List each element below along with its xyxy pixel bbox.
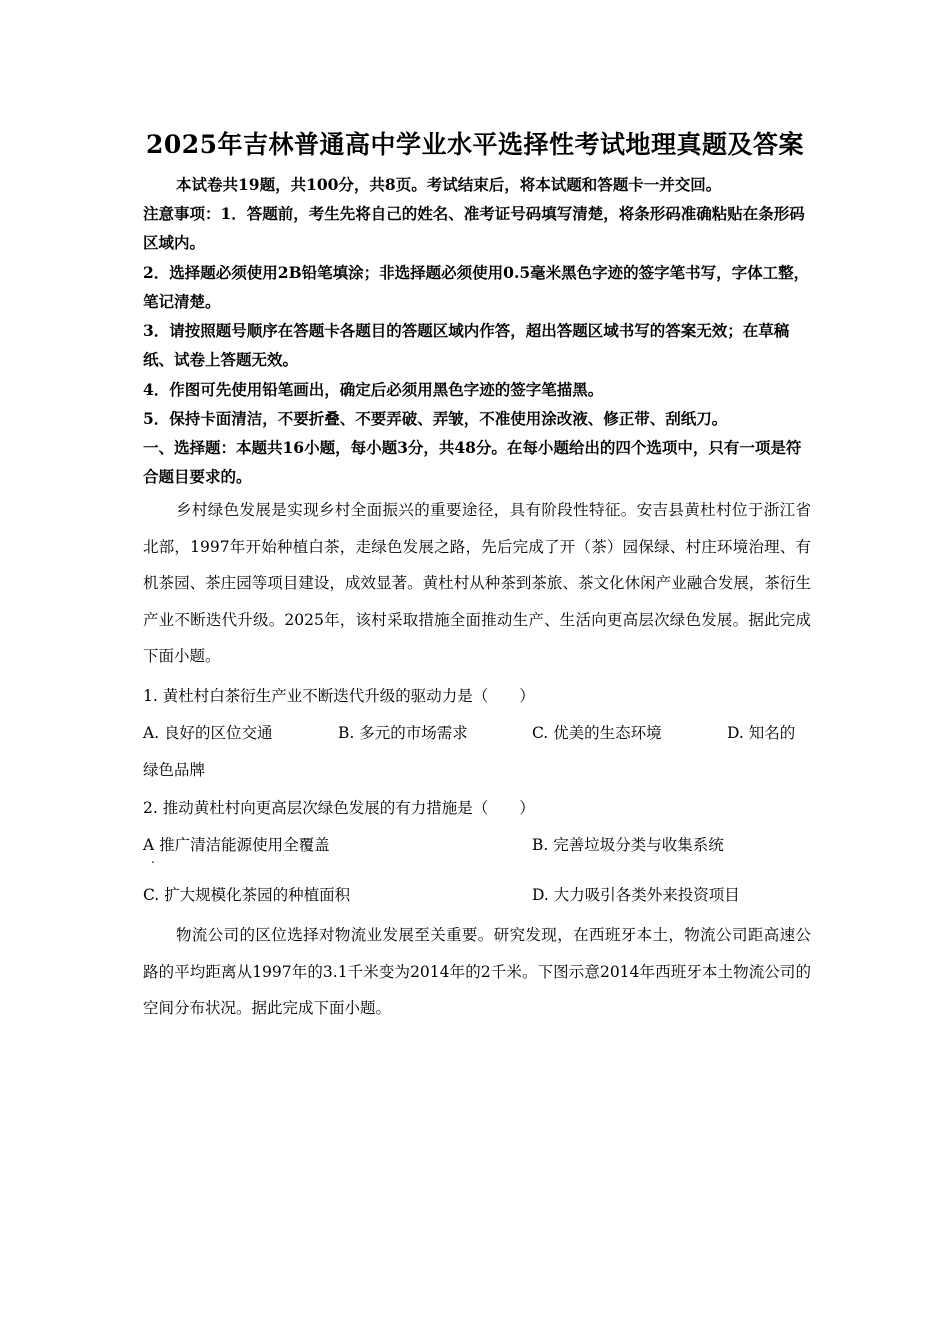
passage-1: 乡村绿色发展是实现乡村全面振兴的重要途径，具有阶段性特征。安吉县黄杜村位于浙江省北部，1997年开始种植白茶，走绿色发展之路，先后完成了开（茶）园保绿、村庄环境治理、有机茶园、茶庄园等项目建设，成效显著。黄杜村从种茶到茶旅、茶文化休闲产业融合发展，茶衍生产业不断迭代升级。2025年，该村采取措施全面推动生产、生活向更高层次绿色发展。据此完成下面小题。 (143, 501, 811, 665)
q1-option-b: B. 多元的市场需求 (338, 724, 468, 742)
note-3: 3．请按照题号顺序在答题卡各题目的答题区域内作答，超出答题区域书写的答案无效；在草稿纸、试卷上答题无效。 (143, 321, 790, 369)
intro-text: 本试卷共19题，共100分，共8页。考试结束后，将本试题和答题卡一并交回。 (176, 175, 722, 194)
note-5: 5．保持卡面清洁，不要折叠、不要弄破、弄皱，不准使用涂改液、修正带、刮纸刀。 (143, 409, 728, 428)
passage-2: 物流公司的区位选择对物流业发展至关重要。研究发现，在西班牙本土，物流公司距高速公路的平均距离从1997年的3.1千米变为2014年的2千米。下图示意2014年西班牙本土物流公司的空间分布状况。据此完成下面小题。 (143, 926, 811, 1017)
q1-option-d: D. 知名的 (727, 724, 796, 742)
q1-option-d-continued: 绿色品牌 (143, 761, 206, 779)
stray-dot-mark: . (151, 852, 155, 866)
q2-option-d: D. 大力吸引各类外来投资项目 (532, 886, 740, 904)
q2-option-a: A 推广清洁能源使用全覆盖 (143, 836, 330, 854)
q1-option-a: A. 良好的区位交通 (143, 724, 273, 742)
note-4: 4．作图可先使用铅笔画出，确定后必须用黑色字迹的签字笔描黑。 (143, 380, 604, 399)
section-heading: 一、选择题：本题共16小题，每小题3分，共48分。在每小题给出的四个选项中，只有一项是符合题目要求的。 (143, 438, 802, 486)
question-1-stem: 1. 黄杜村白茶衍生产业不断迭代升级的驱动力是（ ） (143, 687, 535, 705)
note-2: 2．选择题必须使用2B铅笔填涂；非选择题必须使用0.5毫米黑色字迹的签字笔书写，字体工整，笔记清楚。 (143, 263, 810, 311)
exam-title: 2025年吉林普通高中学业水平选择性考试地理真题及答案 (145, 130, 805, 159)
q2-option-c: C. 扩大规模化茶园的种植面积 (143, 886, 351, 904)
q1-option-c: C. 优美的生态环境 (532, 724, 662, 742)
q2-option-b: B. 完善垃圾分类与收集系统 (532, 836, 724, 854)
note-1: 注意事项：1．答题前，考生先将自己的姓名、准考证号码填写清楚，将条形码准确粘贴在条形码区域内。 (143, 204, 805, 252)
question-2-stem: 2. 推动黄杜村向更高层次绿色发展的有力措施是（ ） (143, 799, 535, 817)
